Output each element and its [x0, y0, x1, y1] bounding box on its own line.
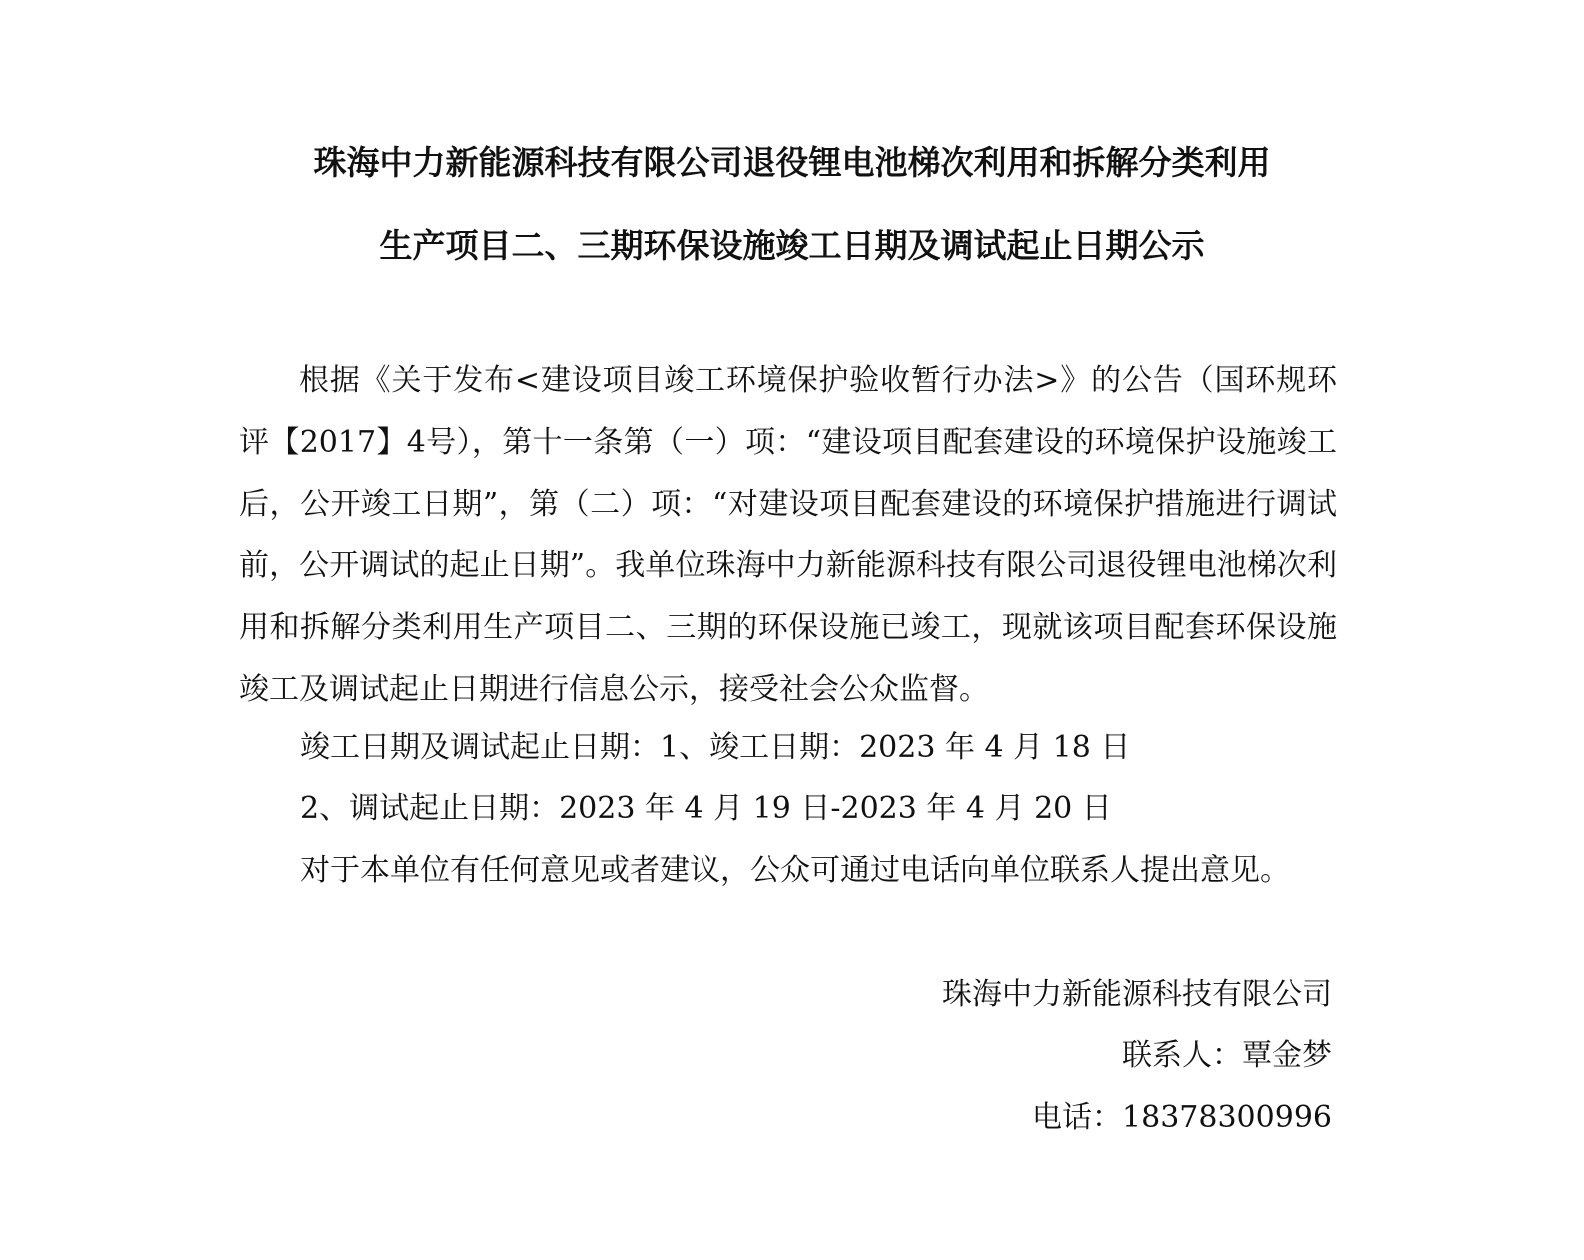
signature-phone: 电话：18378300996: [1032, 1100, 1332, 1135]
debug-date-line: 2、调试起止日期：2023 年 4 月 19 日-2023 年 4 月 20 日: [300, 791, 1112, 826]
signature-contact: 联系人：覃金梦: [1122, 1038, 1332, 1073]
notice-paragraph: 根据《关于发布<建设项目竣工环境保护验收暂行办法>》的公告（国环规环评【2017】4号），第十一条第（一）项：“建设项目配套建设的环境保护设施竣工后，公开竣工日期”，第（二）项：“对建设项目配套建设的环境保护措施进行调试前，公开调试的起止日期”。我单位珠海中力新能源科技有限公司退役锂电池梯次利用和拆解分类利用生产项目二、三期的环保设施已竣工，现就该项目配套环保设施竣工及调试起止日期进行信息公示，接受社会公众监督。: [239, 363, 1337, 707]
feedback-line: 对于本单位有任何意见或者建议，公众可通过电话向单位联系人提出意见。: [300, 853, 1290, 888]
document-title-line-2: 生产项目二、三期环保设施竣工日期及调试起止日期公示: [379, 226, 1205, 265]
signature-company: 珠海中力新能源科技有限公司: [942, 977, 1332, 1012]
document-title-line-1: 珠海中力新能源科技有限公司退役锂电池梯次利用和拆解分类利用: [313, 143, 1271, 182]
completion-date-line: 竣工日期及调试起止日期：1、竣工日期：2023 年 4 月 18 日: [300, 730, 1131, 765]
